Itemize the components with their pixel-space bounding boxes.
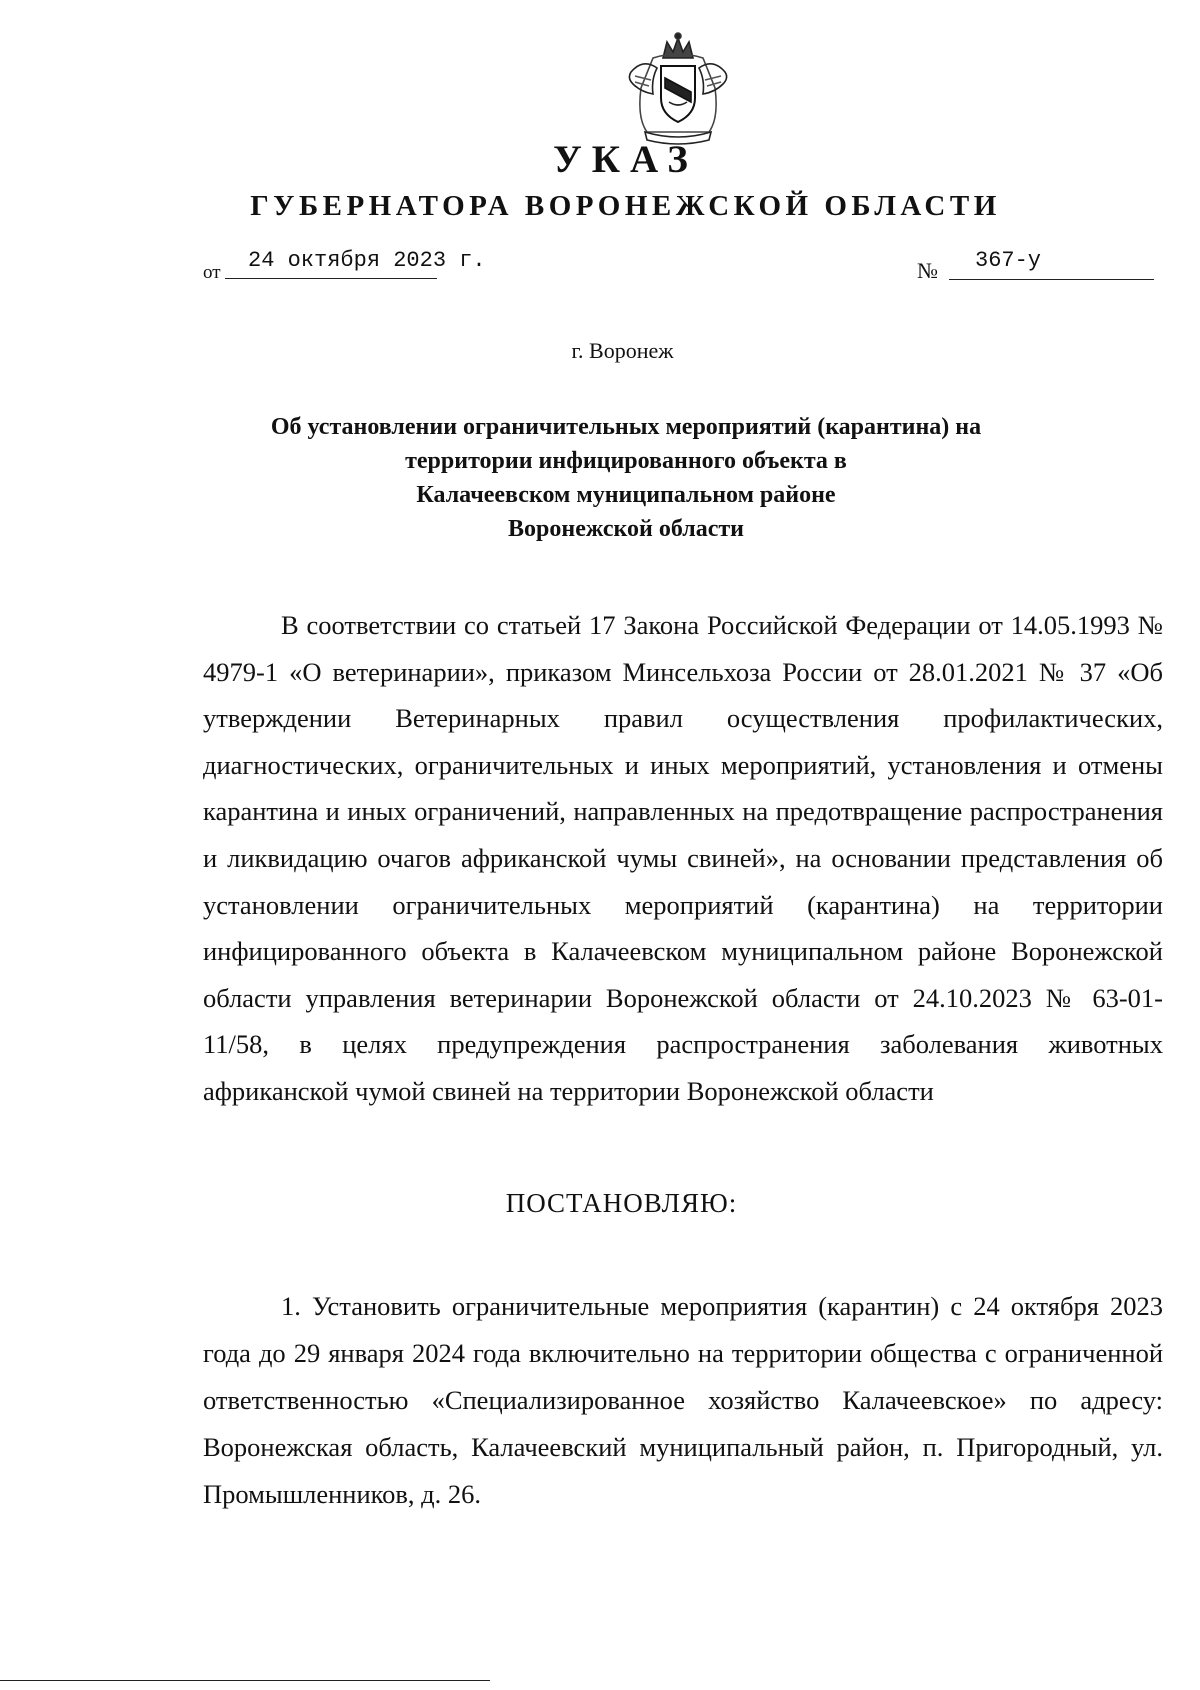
subject-line: Воронежской области [508,516,744,542]
subject-line: территории инфицированного объекта в [405,448,847,474]
item-1-paragraph: 1. Установить ограничительные мероприятия (карантин) с 24 октября 2023 года до 29 января 2024 года включительно на территории общества с ограниченной ответственностью «Специализированное хозяйство Калачеевское» по адресу: Воронежская область, Калачеевский муниципальный район, п. Пригородный, ул. Промышленников, д. 26. [203,1291,1163,1509]
subject-line: Об установлении ограничительных мероприятий (карантина) на [270,414,982,440]
coat-of-arms-icon [623,28,733,146]
date-underline [225,278,437,279]
preamble-paragraph: В соответствии со статьей 17 Закона Российской Федерации от 14.05.1993 № 4979-1 «О ветеринарии», приказом Минсельхоза России от 28.01.2021 № 37 «Об утверждении Ветеринарных правил осуществления профилактических, диагностических, ограничительных и иных мероприятий, установления и отмены карантина и иных ограничений, направленных на предотвращение распространения и ликвидацию очагов африканской чумы свиней», на основании представления об установлении ограничительных мероприятий (карантина) на территории инфицированного объекта в Калачеевском муниципальном районе Воронежской области управления ветеринарии Воронежской области от 24.10.2023 № 63-01-11/58, в целях предупреждения распространения заболевания животных африканской чумой свиней на территории Воронежской области [203,610,1163,1106]
number-underline [949,279,1154,280]
document-title: УКАЗ [553,138,698,181]
number-prefix: № [917,258,938,283]
document-subject [200,410,1052,546]
subject-line: Калачеевском муниципальном районе [416,482,836,508]
footer-divider [0,1680,490,1681]
document-number: 367-у [975,248,1042,273]
date-prefix: от [203,262,221,283]
document-subtitle: ГУБЕРНАТОРА ВОРОНЕЖСКОЙ ОБЛАСТИ [250,190,1001,222]
city-label: г. Воронеж [571,338,674,363]
document-date: 24 октября 2023 г. [248,248,486,273]
decree-word: ПОСТАНОВЛЯЮ: [505,1188,738,1218]
